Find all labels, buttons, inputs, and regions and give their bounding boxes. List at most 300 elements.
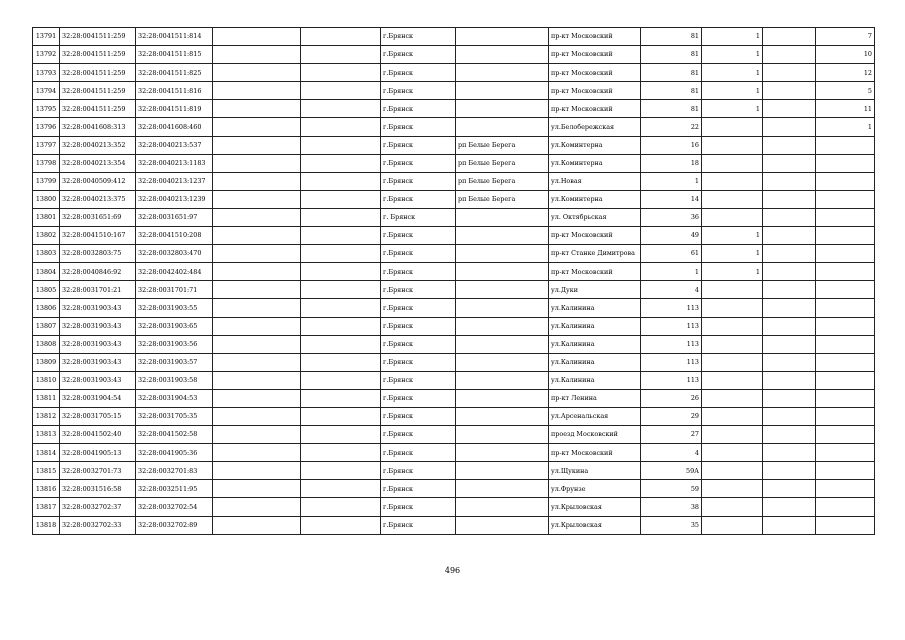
house-number-cell: 4 — [641, 444, 702, 462]
row-number-cell: 13812 — [33, 407, 60, 425]
district-cell — [456, 263, 549, 281]
table-row — [33, 172, 875, 190]
building-cell — [702, 389, 763, 407]
cadastral-object-cell: 32:28:0041511:816 — [136, 82, 213, 100]
cadastral-parcel-cell: 32:28:0040846:92 — [60, 263, 136, 281]
cadastral-object-cell: 32:28:0040213:1183 — [136, 154, 213, 172]
table-row — [33, 281, 875, 299]
cadastral-parcel-cell: 32:28:0031903:43 — [60, 335, 136, 353]
house-number-cell: 59 — [641, 480, 702, 498]
cadastral-parcel-cell: 32:28:0031903:43 — [60, 371, 136, 389]
row-number-cell: 13798 — [33, 154, 60, 172]
table-row — [33, 480, 875, 498]
row-number-cell: 13809 — [33, 353, 60, 371]
cadastral-object-cell: 32:28:0032702:89 — [136, 516, 213, 534]
empty-cell — [213, 498, 301, 516]
street-cell: ул.Арсенальская — [549, 407, 641, 425]
table-row — [33, 426, 875, 444]
cadastral-parcel-cell: 32:28:0031904:54 — [60, 389, 136, 407]
empty-cell — [213, 46, 301, 64]
house-number-cell: 4 — [641, 281, 702, 299]
building-cell: 1 — [702, 64, 763, 82]
row-number-cell: 13794 — [33, 82, 60, 100]
table-row — [33, 498, 875, 516]
house-number-cell: 26 — [641, 389, 702, 407]
row-number-cell: 13799 — [33, 172, 60, 190]
street-cell: ул.Калинина — [549, 371, 641, 389]
empty-cell — [763, 335, 816, 353]
empty-cell — [213, 353, 301, 371]
cadastral-parcel-cell: 32:28:0031516:58 — [60, 480, 136, 498]
building-cell — [702, 407, 763, 425]
empty-cell — [301, 281, 381, 299]
row-number-cell: 13818 — [33, 516, 60, 534]
table-row — [33, 407, 875, 425]
city-cell: г.Брянск — [381, 498, 456, 516]
cadastral-object-cell: 32:28:0041511:819 — [136, 100, 213, 118]
cadastral-object-cell: 32:28:0031903:58 — [136, 371, 213, 389]
apartment-cell — [816, 227, 875, 245]
city-cell: г.Брянск — [381, 136, 456, 154]
cadastral-parcel-cell: 32:28:0031705:15 — [60, 407, 136, 425]
apartment-cell: 5 — [816, 82, 875, 100]
cadastral-object-cell: 32:28:0041608:460 — [136, 118, 213, 136]
empty-cell — [763, 353, 816, 371]
empty-cell — [763, 516, 816, 534]
street-cell: ул.Дуки — [549, 281, 641, 299]
city-cell: г.Брянск — [381, 462, 456, 480]
apartment-cell — [816, 317, 875, 335]
cadastral-object-cell: 32:28:0040213:1239 — [136, 190, 213, 208]
house-number-cell: 1 — [641, 263, 702, 281]
building-cell — [702, 172, 763, 190]
apartment-cell — [816, 353, 875, 371]
building-cell — [702, 335, 763, 353]
city-cell: г.Брянск — [381, 28, 456, 46]
empty-cell — [213, 208, 301, 226]
building-cell — [702, 208, 763, 226]
district-cell — [456, 64, 549, 82]
table-row — [33, 389, 875, 407]
apartment-cell — [816, 426, 875, 444]
empty-cell — [763, 208, 816, 226]
empty-cell — [301, 353, 381, 371]
empty-cell — [301, 46, 381, 64]
street-cell: пр-кт Московский — [549, 46, 641, 64]
row-number-cell: 13810 — [33, 371, 60, 389]
row-number-cell: 13802 — [33, 227, 60, 245]
district-cell: рп Белые Берега — [456, 172, 549, 190]
building-cell — [702, 190, 763, 208]
city-cell: г.Брянск — [381, 335, 456, 353]
empty-cell — [301, 371, 381, 389]
cadastral-parcel-cell: 32:28:0031651:69 — [60, 208, 136, 226]
building-cell — [702, 353, 763, 371]
city-cell: г.Брянск — [381, 46, 456, 64]
district-cell — [456, 444, 549, 462]
cadastral-parcel-cell: 32:28:0031701:21 — [60, 281, 136, 299]
empty-cell — [763, 426, 816, 444]
cadastral-parcel-cell: 32:28:0031903:43 — [60, 317, 136, 335]
district-cell — [456, 462, 549, 480]
empty-cell — [213, 100, 301, 118]
empty-cell — [763, 407, 816, 425]
row-number-cell: 13808 — [33, 335, 60, 353]
empty-cell — [763, 227, 816, 245]
table-row — [33, 263, 875, 281]
city-cell: г.Брянск — [381, 118, 456, 136]
empty-cell — [213, 190, 301, 208]
cadastral-object-cell: 32:28:0031701:71 — [136, 281, 213, 299]
empty-cell — [213, 172, 301, 190]
empty-cell — [213, 317, 301, 335]
row-number-cell: 13800 — [33, 190, 60, 208]
street-cell: ул.Калинина — [549, 335, 641, 353]
row-number-cell: 13814 — [33, 444, 60, 462]
building-cell — [702, 480, 763, 498]
cadastral-object-cell: 32:28:0042402:484 — [136, 263, 213, 281]
cadastral-parcel-cell: 32:28:0041511:259 — [60, 64, 136, 82]
city-cell: г.Брянск — [381, 227, 456, 245]
empty-cell — [213, 299, 301, 317]
cadastral-parcel-cell: 32:28:0040509:412 — [60, 172, 136, 190]
apartment-cell: 7 — [816, 28, 875, 46]
empty-cell — [301, 335, 381, 353]
empty-cell — [213, 516, 301, 534]
house-number-cell: 81 — [641, 100, 702, 118]
empty-cell — [213, 227, 301, 245]
house-number-cell: 22 — [641, 118, 702, 136]
cadastral-parcel-cell: 32:28:0041608:313 — [60, 118, 136, 136]
table-row — [33, 335, 875, 353]
empty-cell — [763, 64, 816, 82]
street-cell: проезд Московский — [549, 426, 641, 444]
cadastral-object-cell: 32:28:0040213:1237 — [136, 172, 213, 190]
empty-cell — [301, 444, 381, 462]
city-cell: г.Брянск — [381, 299, 456, 317]
empty-cell — [301, 389, 381, 407]
empty-cell — [213, 407, 301, 425]
house-number-cell: 113 — [641, 335, 702, 353]
street-cell: ул.Калинина — [549, 317, 641, 335]
street-cell: ул.Щукина — [549, 462, 641, 480]
cadastral-object-cell: 32:28:0031903:56 — [136, 335, 213, 353]
city-cell: г.Брянск — [381, 516, 456, 534]
empty-cell — [213, 28, 301, 46]
row-number-cell: 13801 — [33, 208, 60, 226]
building-cell — [702, 426, 763, 444]
empty-cell — [301, 190, 381, 208]
apartment-cell — [816, 444, 875, 462]
table-row — [33, 118, 875, 136]
table-row — [33, 46, 875, 64]
district-cell: рп Белые Берега — [456, 190, 549, 208]
empty-cell — [301, 118, 381, 136]
cadastral-object-cell: 32:28:0031651:97 — [136, 208, 213, 226]
house-number-cell: 113 — [641, 299, 702, 317]
empty-cell — [763, 444, 816, 462]
cadastral-parcel-cell: 32:28:0040213:352 — [60, 136, 136, 154]
cadastral-object-cell: 32:28:0040213:537 — [136, 136, 213, 154]
table-row — [33, 28, 875, 46]
apartment-cell — [816, 136, 875, 154]
apartment-cell — [816, 263, 875, 281]
cadastral-parcel-cell: 32:28:0031903:43 — [60, 353, 136, 371]
apartment-cell — [816, 480, 875, 498]
row-number-cell: 13811 — [33, 389, 60, 407]
table-row — [33, 462, 875, 480]
building-cell — [702, 154, 763, 172]
empty-cell — [763, 172, 816, 190]
empty-cell — [213, 480, 301, 498]
city-cell: г.Брянск — [381, 371, 456, 389]
registry-table — [32, 27, 875, 535]
house-number-cell: 113 — [641, 371, 702, 389]
empty-cell — [213, 444, 301, 462]
empty-cell — [213, 281, 301, 299]
table-row — [33, 136, 875, 154]
house-number-cell: 81 — [641, 46, 702, 64]
building-cell — [702, 371, 763, 389]
city-cell: г.Брянск — [381, 190, 456, 208]
cadastral-object-cell: 32:28:0032511:95 — [136, 480, 213, 498]
empty-cell — [763, 480, 816, 498]
cadastral-object-cell: 32:28:0031904:53 — [136, 389, 213, 407]
empty-cell — [301, 498, 381, 516]
city-cell: г.Брянск — [381, 154, 456, 172]
empty-cell — [763, 154, 816, 172]
empty-cell — [301, 227, 381, 245]
city-cell: г.Брянск — [381, 281, 456, 299]
street-cell: ул.Крыловская — [549, 498, 641, 516]
row-number-cell: 13817 — [33, 498, 60, 516]
empty-cell — [301, 480, 381, 498]
cadastral-object-cell: 32:28:0041511:814 — [136, 28, 213, 46]
empty-cell — [213, 371, 301, 389]
cadastral-parcel-cell: 32:28:0032702:33 — [60, 516, 136, 534]
empty-cell — [213, 136, 301, 154]
apartment-cell — [816, 407, 875, 425]
apartment-cell — [816, 498, 875, 516]
cadastral-parcel-cell: 32:28:0032803:75 — [60, 245, 136, 263]
house-number-cell: 14 — [641, 190, 702, 208]
apartment-cell — [816, 299, 875, 317]
apartment-cell — [816, 172, 875, 190]
empty-cell — [213, 335, 301, 353]
apartment-cell — [816, 154, 875, 172]
empty-cell — [763, 136, 816, 154]
building-cell — [702, 317, 763, 335]
empty-cell — [763, 498, 816, 516]
empty-cell — [213, 154, 301, 172]
district-cell — [456, 317, 549, 335]
apartment-cell: 11 — [816, 100, 875, 118]
street-cell: ул.Фрунзе — [549, 480, 641, 498]
building-cell: 1 — [702, 100, 763, 118]
city-cell: г.Брянск — [381, 389, 456, 407]
empty-cell — [301, 136, 381, 154]
house-number-cell: 59А — [641, 462, 702, 480]
cadastral-object-cell: 32:28:0032701:83 — [136, 462, 213, 480]
house-number-cell: 36 — [641, 208, 702, 226]
empty-cell — [301, 462, 381, 480]
district-cell — [456, 498, 549, 516]
building-cell — [702, 462, 763, 480]
building-cell — [702, 118, 763, 136]
street-cell: ул.Коминтерна — [549, 190, 641, 208]
street-cell: ул.Новая — [549, 172, 641, 190]
house-number-cell: 18 — [641, 154, 702, 172]
cadastral-object-cell: 32:28:0041905:36 — [136, 444, 213, 462]
apartment-cell — [816, 335, 875, 353]
house-number-cell: 81 — [641, 64, 702, 82]
cadastral-object-cell: 32:28:0031903:57 — [136, 353, 213, 371]
empty-cell — [213, 82, 301, 100]
row-number-cell: 13792 — [33, 46, 60, 64]
street-cell: пр-кт Московский — [549, 227, 641, 245]
table-row — [33, 353, 875, 371]
apartment-cell — [816, 371, 875, 389]
table-row — [33, 444, 875, 462]
district-cell — [456, 389, 549, 407]
empty-cell — [213, 245, 301, 263]
street-cell: пр-кт Московский — [549, 444, 641, 462]
empty-cell — [763, 389, 816, 407]
city-cell: г. Брянск — [381, 208, 456, 226]
apartment-cell: 1 — [816, 118, 875, 136]
building-cell: 1 — [702, 245, 763, 263]
cadastral-parcel-cell: 32:28:0041511:259 — [60, 82, 136, 100]
house-number-cell: 49 — [641, 227, 702, 245]
empty-cell — [213, 426, 301, 444]
district-cell — [456, 371, 549, 389]
row-number-cell: 13807 — [33, 317, 60, 335]
cadastral-object-cell: 32:28:0041511:825 — [136, 64, 213, 82]
house-number-cell: 16 — [641, 136, 702, 154]
empty-cell — [301, 172, 381, 190]
street-cell: пр-кт Московский — [549, 64, 641, 82]
street-cell: ул.Белобережская — [549, 118, 641, 136]
empty-cell — [763, 299, 816, 317]
city-cell: г.Брянск — [381, 64, 456, 82]
empty-cell — [301, 245, 381, 263]
empty-cell — [763, 263, 816, 281]
city-cell: г.Брянск — [381, 263, 456, 281]
empty-cell — [763, 281, 816, 299]
district-cell — [456, 227, 549, 245]
row-number-cell: 13797 — [33, 136, 60, 154]
registry-body — [33, 28, 875, 535]
district-cell — [456, 46, 549, 64]
empty-cell — [301, 82, 381, 100]
street-cell: ул.Коминтерна — [549, 154, 641, 172]
district-cell — [456, 28, 549, 46]
cadastral-object-cell: 32:28:0041510:208 — [136, 227, 213, 245]
table-row — [33, 227, 875, 245]
district-cell — [456, 100, 549, 118]
street-cell: пр-кт Московский — [549, 28, 641, 46]
empty-cell — [213, 118, 301, 136]
building-cell: 1 — [702, 46, 763, 64]
empty-cell — [301, 299, 381, 317]
cadastral-parcel-cell: 32:28:0041502:40 — [60, 426, 136, 444]
empty-cell — [763, 46, 816, 64]
row-number-cell: 13804 — [33, 263, 60, 281]
street-cell: ул.Коминтерна — [549, 136, 641, 154]
building-cell — [702, 136, 763, 154]
empty-cell — [763, 245, 816, 263]
district-cell — [456, 245, 549, 263]
house-number-cell: 1 — [641, 172, 702, 190]
building-cell — [702, 281, 763, 299]
empty-cell — [763, 190, 816, 208]
cadastral-parcel-cell: 32:28:0032702:37 — [60, 498, 136, 516]
district-cell — [456, 516, 549, 534]
empty-cell — [301, 154, 381, 172]
empty-cell — [301, 516, 381, 534]
city-cell: г.Брянск — [381, 426, 456, 444]
cadastral-parcel-cell: 32:28:0040213:375 — [60, 190, 136, 208]
row-number-cell: 13803 — [33, 245, 60, 263]
cadastral-parcel-cell: 32:28:0041510:167 — [60, 227, 136, 245]
district-cell — [456, 208, 549, 226]
building-cell — [702, 498, 763, 516]
empty-cell — [213, 64, 301, 82]
table-row — [33, 190, 875, 208]
city-cell: г.Брянск — [381, 407, 456, 425]
city-cell: г.Брянск — [381, 353, 456, 371]
house-number-cell: 29 — [641, 407, 702, 425]
street-cell: пр-кт Московский — [549, 263, 641, 281]
empty-cell — [763, 462, 816, 480]
street-cell: пр-кт Московский — [549, 100, 641, 118]
district-cell — [456, 480, 549, 498]
district-cell — [456, 299, 549, 317]
cadastral-parcel-cell: 32:28:0031903:43 — [60, 299, 136, 317]
cadastral-parcel-cell: 32:28:0041511:259 — [60, 28, 136, 46]
cadastral-object-cell: 32:28:0032803:470 — [136, 245, 213, 263]
city-cell: г.Брянск — [381, 317, 456, 335]
empty-cell — [213, 263, 301, 281]
district-cell — [456, 407, 549, 425]
street-cell: ул. Октябрьская — [549, 208, 641, 226]
row-number-cell: 13791 — [33, 28, 60, 46]
district-cell — [456, 426, 549, 444]
table-row — [33, 208, 875, 226]
city-cell: г.Брянск — [381, 444, 456, 462]
apartment-cell — [816, 245, 875, 263]
apartment-cell — [816, 281, 875, 299]
row-number-cell: 13805 — [33, 281, 60, 299]
apartment-cell — [816, 389, 875, 407]
empty-cell — [213, 462, 301, 480]
apartment-cell — [816, 208, 875, 226]
building-cell — [702, 299, 763, 317]
empty-cell — [301, 28, 381, 46]
district-cell — [456, 118, 549, 136]
cadastral-object-cell: 32:28:0031705:35 — [136, 407, 213, 425]
table-row — [33, 317, 875, 335]
building-cell: 1 — [702, 263, 763, 281]
street-cell: пр-кт Московский — [549, 82, 641, 100]
empty-cell — [301, 407, 381, 425]
house-number-cell: 61 — [641, 245, 702, 263]
house-number-cell: 35 — [641, 516, 702, 534]
city-cell: г.Брянск — [381, 172, 456, 190]
table-row — [33, 245, 875, 263]
cadastral-parcel-cell: 32:28:0032701:73 — [60, 462, 136, 480]
cadastral-parcel-cell: 32:28:0041905:13 — [60, 444, 136, 462]
